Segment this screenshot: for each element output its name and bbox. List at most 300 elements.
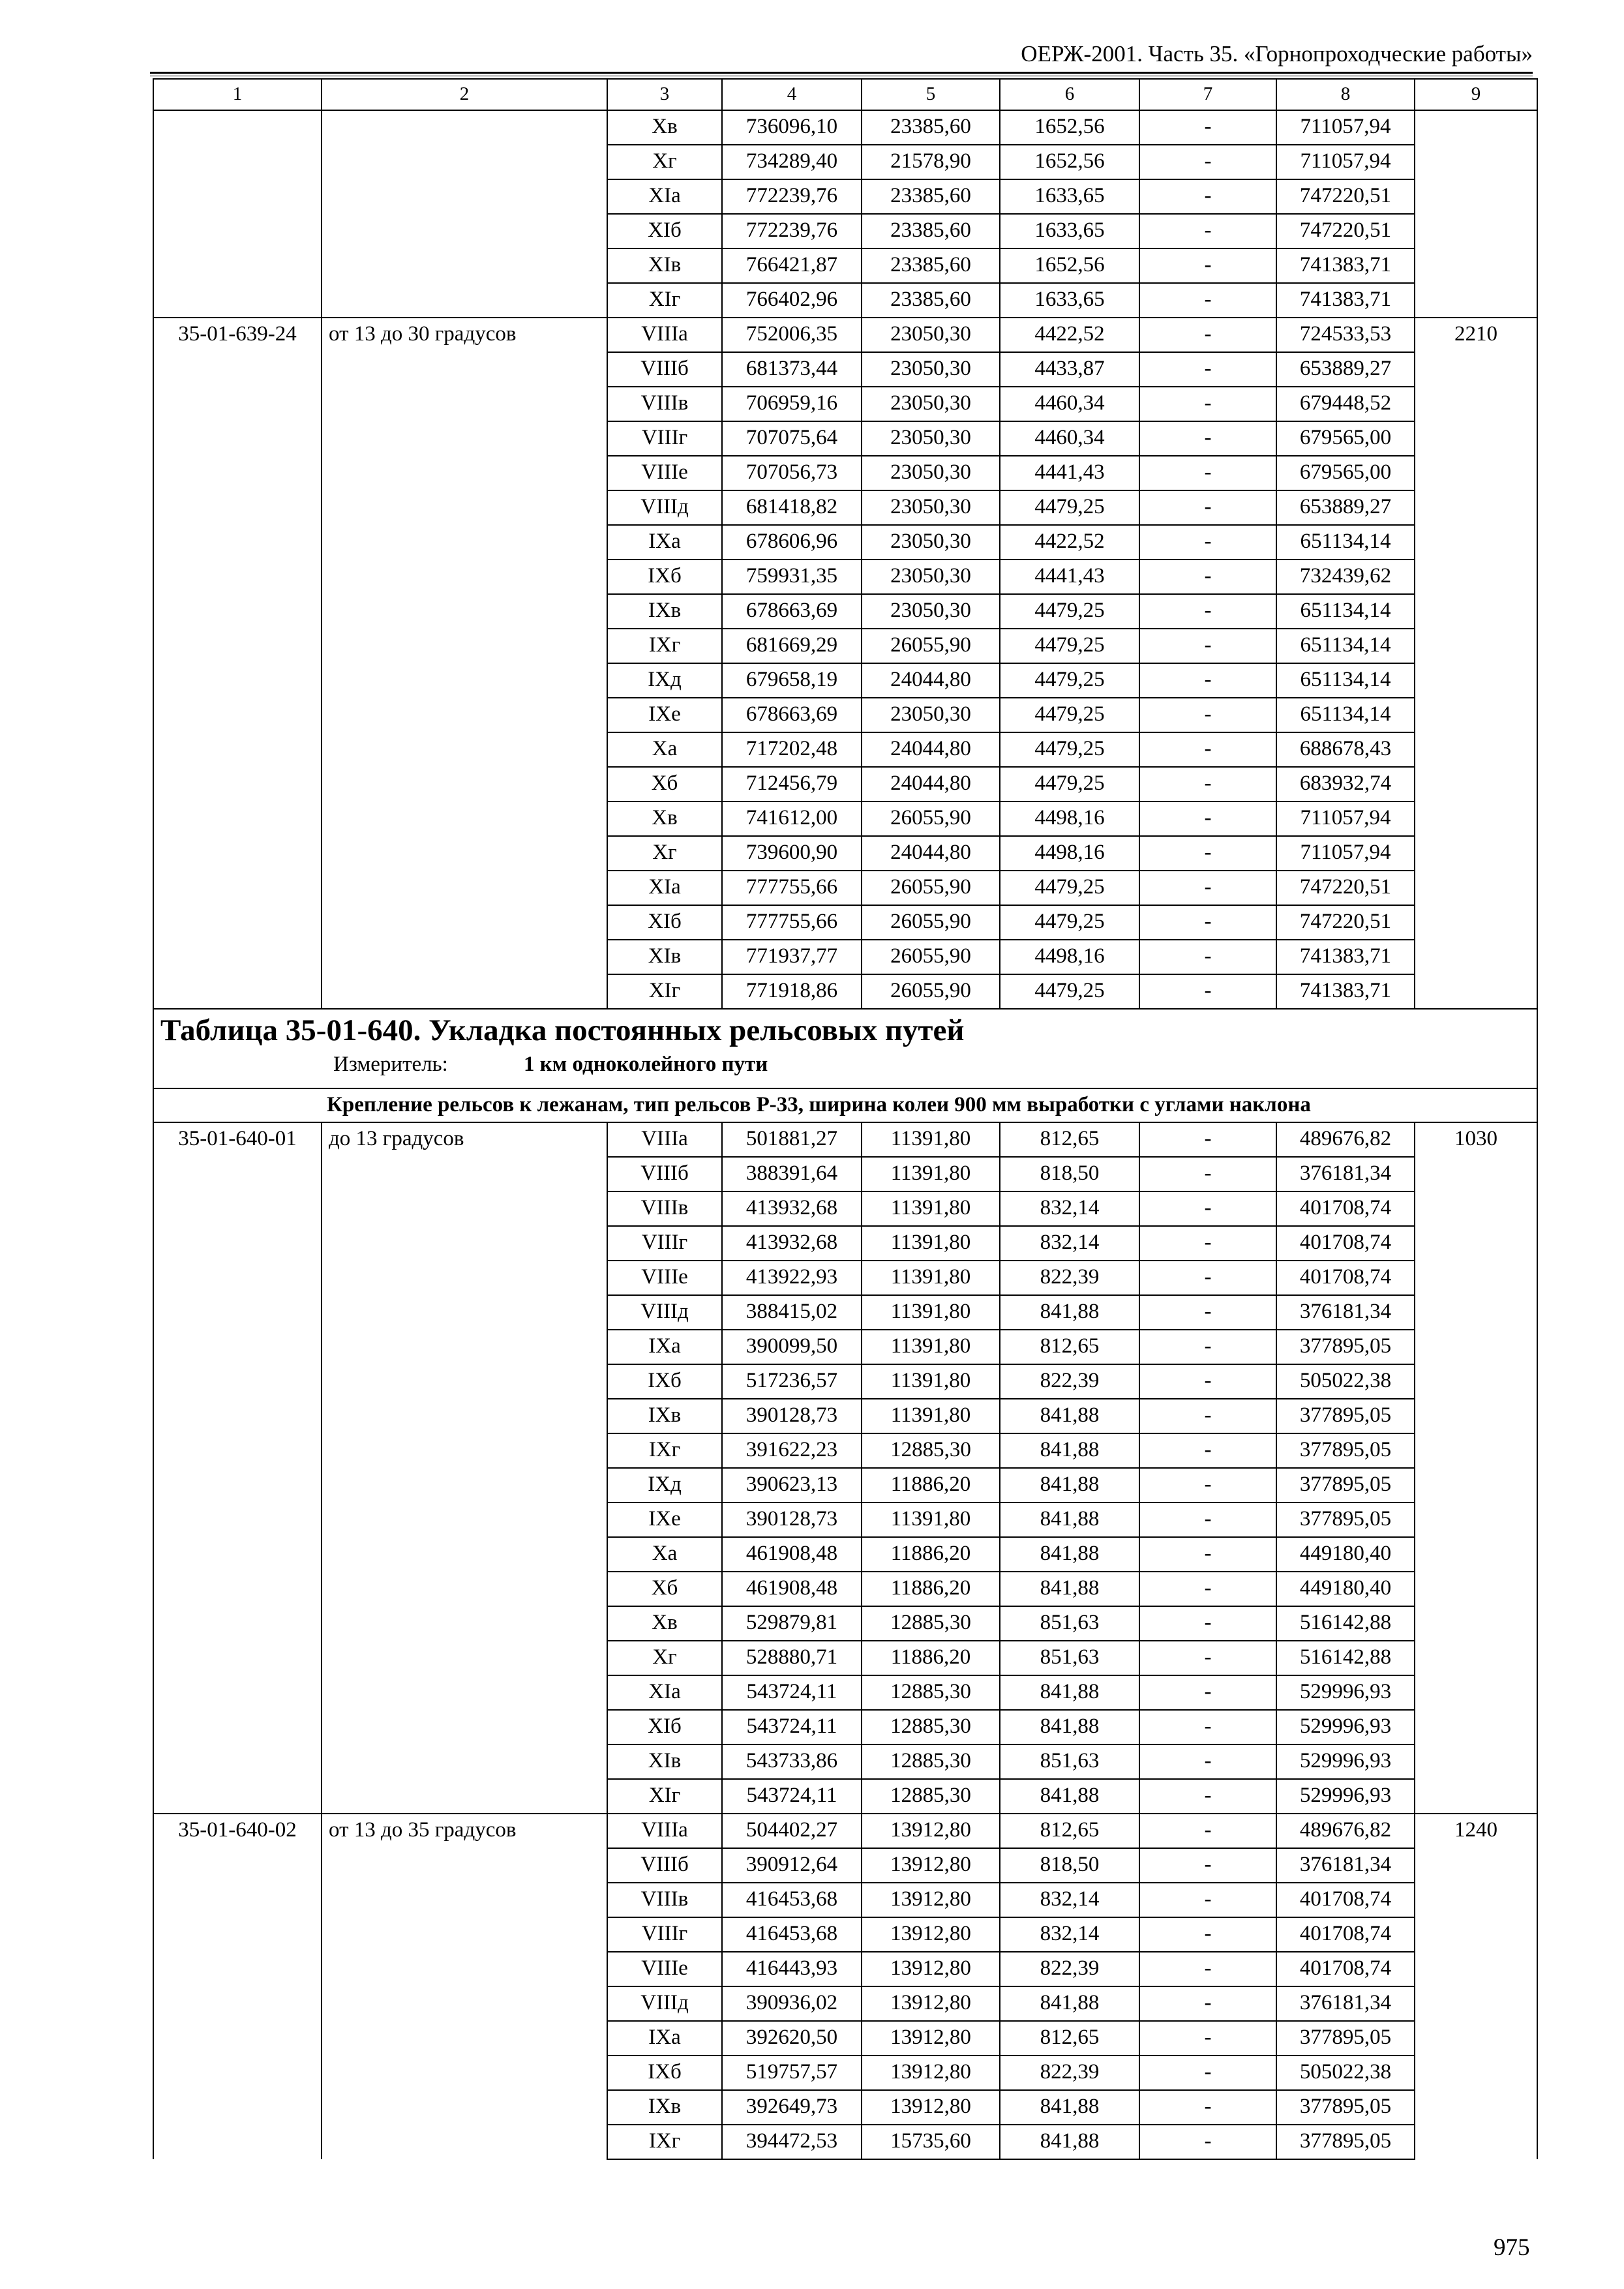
materials-cell: 651134,14 bbox=[1276, 629, 1415, 663]
operator-wages-cell: - bbox=[1139, 110, 1276, 145]
zone-cell: Xг bbox=[607, 145, 722, 179]
labor-cost-cell: 1240 bbox=[1415, 1814, 1537, 2159]
operator-wages-cell: - bbox=[1139, 214, 1276, 248]
wages-cell: 26055,90 bbox=[862, 629, 1000, 663]
wages-cell: 11391,80 bbox=[862, 1122, 1000, 1157]
total-cost-cell: 388415,02 bbox=[722, 1295, 862, 1330]
total-cost-cell: 543724,11 bbox=[722, 1710, 862, 1744]
table-row bbox=[153, 1122, 1537, 1157]
wages-cell: 23385,60 bbox=[862, 214, 1000, 248]
column-number: 1 bbox=[153, 79, 322, 110]
machines-cell: 4498,16 bbox=[1000, 940, 1139, 974]
zone-cell: VIIIе bbox=[607, 456, 722, 490]
machines-cell: 812,65 bbox=[1000, 1122, 1139, 1157]
machines-cell: 4479,25 bbox=[1000, 698, 1139, 732]
unit-label: Измеритель: bbox=[333, 1053, 448, 1076]
total-cost-cell: 678663,69 bbox=[722, 594, 862, 629]
machines-cell: 4479,25 bbox=[1000, 871, 1139, 905]
table-row bbox=[153, 318, 1537, 352]
total-cost-cell: 390936,02 bbox=[722, 1986, 862, 2021]
machines-cell: 4422,52 bbox=[1000, 525, 1139, 560]
machines-cell: 812,65 bbox=[1000, 1814, 1139, 1848]
column-number: 5 bbox=[862, 79, 1000, 110]
wages-cell: 23050,30 bbox=[862, 456, 1000, 490]
rate-code: 35-01-640-02 bbox=[153, 1814, 322, 2159]
rate-description: до 13 градусов bbox=[322, 1122, 607, 1814]
wages-cell: 11391,80 bbox=[862, 1399, 1000, 1433]
labor-cost-cell: 2210 bbox=[1415, 318, 1537, 1009]
zone-cell: XIв bbox=[607, 940, 722, 974]
machines-cell: 4460,34 bbox=[1000, 387, 1139, 421]
operator-wages-cell: - bbox=[1139, 1917, 1276, 1952]
total-cost-cell: 543724,11 bbox=[722, 1779, 862, 1814]
materials-cell: 711057,94 bbox=[1276, 110, 1415, 145]
machines-cell: 4479,25 bbox=[1000, 767, 1139, 801]
zone-cell: XIг bbox=[607, 1779, 722, 1814]
materials-cell: 401708,74 bbox=[1276, 1191, 1415, 1226]
operator-wages-cell: - bbox=[1139, 1572, 1276, 1606]
total-cost-cell: 461908,48 bbox=[722, 1572, 862, 1606]
total-cost-cell: 706959,16 bbox=[722, 387, 862, 421]
wages-cell: 11391,80 bbox=[862, 1503, 1000, 1537]
operator-wages-cell: - bbox=[1139, 2090, 1276, 2125]
zone-cell: IXб bbox=[607, 1364, 722, 1399]
operator-wages-cell: - bbox=[1139, 1330, 1276, 1364]
operator-wages-cell: - bbox=[1139, 801, 1276, 836]
wages-cell: 13912,80 bbox=[862, 1814, 1000, 1848]
operator-wages-cell: - bbox=[1139, 2125, 1276, 2159]
machines-cell: 4479,25 bbox=[1000, 490, 1139, 525]
machines-cell: 812,65 bbox=[1000, 2021, 1139, 2056]
operator-wages-cell: - bbox=[1139, 836, 1276, 871]
operator-wages-cell: - bbox=[1139, 525, 1276, 560]
machines-cell: 4479,25 bbox=[1000, 905, 1139, 940]
rate-description: от 13 до 30 градусов bbox=[322, 318, 607, 1009]
machines-cell: 841,88 bbox=[1000, 1399, 1139, 1433]
machines-cell: 1652,56 bbox=[1000, 110, 1139, 145]
materials-cell: 529996,93 bbox=[1276, 1779, 1415, 1814]
machines-cell: 841,88 bbox=[1000, 1537, 1139, 1572]
total-cost-cell: 771937,77 bbox=[722, 940, 862, 974]
total-cost-cell: 752006,35 bbox=[722, 318, 862, 352]
machines-cell: 4498,16 bbox=[1000, 801, 1139, 836]
wages-cell: 11391,80 bbox=[862, 1364, 1000, 1399]
subheading-row bbox=[153, 1088, 1537, 1122]
rate-code bbox=[153, 110, 322, 318]
zone-cell: IXа bbox=[607, 1330, 722, 1364]
machines-cell: 4479,25 bbox=[1000, 594, 1139, 629]
zone-cell: IXд bbox=[607, 663, 722, 698]
operator-wages-cell: - bbox=[1139, 490, 1276, 525]
operator-wages-cell: - bbox=[1139, 387, 1276, 421]
wages-cell: 23050,30 bbox=[862, 352, 1000, 387]
materials-cell: 747220,51 bbox=[1276, 214, 1415, 248]
zone-cell: Xв bbox=[607, 110, 722, 145]
total-cost-cell: 543733,86 bbox=[722, 1744, 862, 1779]
materials-cell: 732439,62 bbox=[1276, 560, 1415, 594]
operator-wages-cell: - bbox=[1139, 283, 1276, 318]
machines-cell: 1652,56 bbox=[1000, 145, 1139, 179]
materials-cell: 653889,27 bbox=[1276, 490, 1415, 525]
column-number: 6 bbox=[1000, 79, 1139, 110]
machines-cell: 851,63 bbox=[1000, 1744, 1139, 1779]
total-cost-cell: 413922,93 bbox=[722, 1261, 862, 1295]
total-cost-cell: 519757,57 bbox=[722, 2056, 862, 2090]
total-cost-cell: 771918,86 bbox=[722, 974, 862, 1009]
zone-cell: IXб bbox=[607, 560, 722, 594]
zone-cell: VIIIд bbox=[607, 1986, 722, 2021]
zone-cell: Xг bbox=[607, 1641, 722, 1675]
total-cost-cell: 681373,44 bbox=[722, 352, 862, 387]
operator-wages-cell: - bbox=[1139, 1261, 1276, 1295]
machines-cell: 4479,25 bbox=[1000, 974, 1139, 1009]
unit-line bbox=[160, 1051, 1530, 1077]
wages-cell: 24044,80 bbox=[862, 767, 1000, 801]
section-row bbox=[153, 1009, 1537, 1088]
zone-cell: VIIIв bbox=[607, 387, 722, 421]
zone-cell: XIв bbox=[607, 1744, 722, 1779]
operator-wages-cell: - bbox=[1139, 1503, 1276, 1537]
machines-cell: 4460,34 bbox=[1000, 421, 1139, 456]
wages-cell: 12885,30 bbox=[862, 1675, 1000, 1710]
operator-wages-cell: - bbox=[1139, 974, 1276, 1009]
machines-cell: 1633,65 bbox=[1000, 179, 1139, 214]
materials-cell: 529996,93 bbox=[1276, 1675, 1415, 1710]
materials-cell: 376181,34 bbox=[1276, 1157, 1415, 1191]
page-number: 975 bbox=[1494, 2234, 1530, 2261]
total-cost-cell: 772239,76 bbox=[722, 179, 862, 214]
table-row bbox=[153, 1814, 1537, 1848]
wages-cell: 11886,20 bbox=[862, 1641, 1000, 1675]
operator-wages-cell: - bbox=[1139, 179, 1276, 214]
total-cost-cell: 504402,27 bbox=[722, 1814, 862, 1848]
materials-cell: 741383,71 bbox=[1276, 974, 1415, 1009]
total-cost-cell: 679658,19 bbox=[722, 663, 862, 698]
materials-cell: 529996,93 bbox=[1276, 1744, 1415, 1779]
zone-cell: VIIIв bbox=[607, 1883, 722, 1917]
wages-cell: 11886,20 bbox=[862, 1572, 1000, 1606]
machines-cell: 4479,25 bbox=[1000, 629, 1139, 663]
total-cost-cell: 390128,73 bbox=[722, 1503, 862, 1537]
materials-cell: 747220,51 bbox=[1276, 179, 1415, 214]
zone-cell: IXе bbox=[607, 698, 722, 732]
materials-cell: 651134,14 bbox=[1276, 525, 1415, 560]
materials-cell: 747220,51 bbox=[1276, 871, 1415, 905]
operator-wages-cell: - bbox=[1139, 352, 1276, 387]
zone-cell: Xа bbox=[607, 1537, 722, 1572]
zone-cell: XIг bbox=[607, 283, 722, 318]
materials-cell: 377895,05 bbox=[1276, 1330, 1415, 1364]
total-cost-cell: 678606,96 bbox=[722, 525, 862, 560]
operator-wages-cell: - bbox=[1139, 594, 1276, 629]
materials-cell: 377895,05 bbox=[1276, 1399, 1415, 1433]
zone-cell: VIIIа bbox=[607, 1814, 722, 1848]
operator-wages-cell: - bbox=[1139, 318, 1276, 352]
wages-cell: 11391,80 bbox=[862, 1330, 1000, 1364]
rate-code: 35-01-640-01 bbox=[153, 1122, 322, 1814]
column-number-row bbox=[153, 79, 1537, 110]
machines-cell: 841,88 bbox=[1000, 1572, 1139, 1606]
operator-wages-cell: - bbox=[1139, 1606, 1276, 1641]
machines-cell: 1652,56 bbox=[1000, 248, 1139, 283]
total-cost-cell: 712456,79 bbox=[722, 767, 862, 801]
operator-wages-cell: - bbox=[1139, 1675, 1276, 1710]
wages-cell: 23050,30 bbox=[862, 421, 1000, 456]
machines-cell: 1633,65 bbox=[1000, 283, 1139, 318]
zone-cell: XIв bbox=[607, 248, 722, 283]
zone-cell: IXг bbox=[607, 1433, 722, 1468]
total-cost-cell: 394472,53 bbox=[722, 2125, 862, 2159]
section-subheading: Крепление рельсов к лежанам, тип рельсов Р-33, ширина колеи 900 мм выработки с углами наклона bbox=[153, 1088, 1537, 1122]
wages-cell: 12885,30 bbox=[862, 1779, 1000, 1814]
total-cost-cell: 543724,11 bbox=[722, 1675, 862, 1710]
materials-cell: 376181,34 bbox=[1276, 1848, 1415, 1883]
total-cost-cell: 416453,68 bbox=[722, 1883, 862, 1917]
materials-cell: 741383,71 bbox=[1276, 283, 1415, 318]
wages-cell: 11391,80 bbox=[862, 1295, 1000, 1330]
machines-cell: 841,88 bbox=[1000, 2125, 1139, 2159]
wages-cell: 23385,60 bbox=[862, 110, 1000, 145]
zone-cell: VIIIб bbox=[607, 352, 722, 387]
operator-wages-cell: - bbox=[1139, 421, 1276, 456]
zone-cell: Xв bbox=[607, 1606, 722, 1641]
wages-cell: 24044,80 bbox=[862, 836, 1000, 871]
operator-wages-cell: - bbox=[1139, 1641, 1276, 1675]
total-cost-cell: 772239,76 bbox=[722, 214, 862, 248]
total-cost-cell: 717202,48 bbox=[722, 732, 862, 767]
materials-cell: 377895,05 bbox=[1276, 2125, 1415, 2159]
materials-cell: 711057,94 bbox=[1276, 836, 1415, 871]
zone-cell: IXв bbox=[607, 594, 722, 629]
zone-cell: VIIIд bbox=[607, 490, 722, 525]
materials-cell: 489676,82 bbox=[1276, 1122, 1415, 1157]
wages-cell: 13912,80 bbox=[862, 1986, 1000, 2021]
zone-cell: Xа bbox=[607, 732, 722, 767]
total-cost-cell: 759931,35 bbox=[722, 560, 862, 594]
total-cost-cell: 390623,13 bbox=[722, 1468, 862, 1503]
wages-cell: 23050,30 bbox=[862, 698, 1000, 732]
wages-cell: 13912,80 bbox=[862, 1848, 1000, 1883]
total-cost-cell: 681669,29 bbox=[722, 629, 862, 663]
total-cost-cell: 734289,40 bbox=[722, 145, 862, 179]
wages-cell: 11391,80 bbox=[862, 1157, 1000, 1191]
materials-cell: 401708,74 bbox=[1276, 1883, 1415, 1917]
wages-cell: 23050,30 bbox=[862, 490, 1000, 525]
materials-cell: 653889,27 bbox=[1276, 352, 1415, 387]
operator-wages-cell: - bbox=[1139, 732, 1276, 767]
total-cost-cell: 390912,64 bbox=[722, 1848, 862, 1883]
materials-cell: 376181,34 bbox=[1276, 1295, 1415, 1330]
materials-cell: 679565,00 bbox=[1276, 456, 1415, 490]
wages-cell: 26055,90 bbox=[862, 905, 1000, 940]
operator-wages-cell: - bbox=[1139, 1433, 1276, 1468]
materials-cell: 679448,52 bbox=[1276, 387, 1415, 421]
total-cost-cell: 529879,81 bbox=[722, 1606, 862, 1641]
zone-cell: IXе bbox=[607, 1503, 722, 1537]
column-number: 2 bbox=[322, 79, 607, 110]
wages-cell: 23050,30 bbox=[862, 560, 1000, 594]
wages-cell: 23050,30 bbox=[862, 594, 1000, 629]
total-cost-cell: 461908,48 bbox=[722, 1537, 862, 1572]
total-cost-cell: 392649,73 bbox=[722, 2090, 862, 2125]
wages-cell: 23050,30 bbox=[862, 387, 1000, 421]
operator-wages-cell: - bbox=[1139, 1744, 1276, 1779]
zone-cell: IXб bbox=[607, 2056, 722, 2090]
zone-cell: XIа bbox=[607, 1675, 722, 1710]
machines-cell: 818,50 bbox=[1000, 1157, 1139, 1191]
total-cost-cell: 707056,73 bbox=[722, 456, 862, 490]
machines-cell: 4498,16 bbox=[1000, 836, 1139, 871]
total-cost-cell: 501881,27 bbox=[722, 1122, 862, 1157]
materials-cell: 747220,51 bbox=[1276, 905, 1415, 940]
operator-wages-cell: - bbox=[1139, 1779, 1276, 1814]
zone-cell: VIIIб bbox=[607, 1848, 722, 1883]
header-rule bbox=[150, 72, 1533, 74]
operator-wages-cell: - bbox=[1139, 1226, 1276, 1261]
wages-cell: 23050,30 bbox=[862, 318, 1000, 352]
wages-cell: 13912,80 bbox=[862, 2021, 1000, 2056]
total-cost-cell: 416453,68 bbox=[722, 1917, 862, 1952]
column-number: 3 bbox=[607, 79, 722, 110]
zone-cell: Xб bbox=[607, 1572, 722, 1606]
price-table bbox=[153, 78, 1538, 2160]
machines-cell: 841,88 bbox=[1000, 2090, 1139, 2125]
labor-cost-cell: 1030 bbox=[1415, 1122, 1537, 1814]
materials-cell: 377895,05 bbox=[1276, 2090, 1415, 2125]
zone-cell: VIIIе bbox=[607, 1261, 722, 1295]
total-cost-cell: 739600,90 bbox=[722, 836, 862, 871]
machines-cell: 818,50 bbox=[1000, 1848, 1139, 1883]
machines-cell: 832,14 bbox=[1000, 1226, 1139, 1261]
machines-cell: 832,14 bbox=[1000, 1917, 1139, 1952]
operator-wages-cell: - bbox=[1139, 1295, 1276, 1330]
machines-cell: 4441,43 bbox=[1000, 456, 1139, 490]
wages-cell: 26055,90 bbox=[862, 974, 1000, 1009]
total-cost-cell: 741612,00 bbox=[722, 801, 862, 836]
machines-cell: 1633,65 bbox=[1000, 214, 1139, 248]
materials-cell: 377895,05 bbox=[1276, 1503, 1415, 1537]
total-cost-cell: 416443,93 bbox=[722, 1952, 862, 1986]
wages-cell: 24044,80 bbox=[862, 732, 1000, 767]
materials-cell: 741383,71 bbox=[1276, 248, 1415, 283]
wages-cell: 26055,90 bbox=[862, 801, 1000, 836]
machines-cell: 841,88 bbox=[1000, 1675, 1139, 1710]
operator-wages-cell: - bbox=[1139, 629, 1276, 663]
rate-code: 35-01-639-24 bbox=[153, 318, 322, 1009]
materials-cell: 505022,38 bbox=[1276, 1364, 1415, 1399]
wages-cell: 11391,80 bbox=[862, 1261, 1000, 1295]
wages-cell: 11391,80 bbox=[862, 1191, 1000, 1226]
materials-cell: 679565,00 bbox=[1276, 421, 1415, 456]
materials-cell: 377895,05 bbox=[1276, 2021, 1415, 2056]
operator-wages-cell: - bbox=[1139, 871, 1276, 905]
wages-cell: 13912,80 bbox=[862, 2056, 1000, 2090]
zone-cell: VIIIд bbox=[607, 1295, 722, 1330]
wages-cell: 12885,30 bbox=[862, 1433, 1000, 1468]
zone-cell: IXв bbox=[607, 2090, 722, 2125]
total-cost-cell: 678663,69 bbox=[722, 698, 862, 732]
zone-cell: XIа bbox=[607, 871, 722, 905]
machines-cell: 4441,43 bbox=[1000, 560, 1139, 594]
operator-wages-cell: - bbox=[1139, 767, 1276, 801]
column-number: 7 bbox=[1139, 79, 1276, 110]
machines-cell: 4479,25 bbox=[1000, 663, 1139, 698]
materials-cell: 449180,40 bbox=[1276, 1572, 1415, 1606]
machines-cell: 832,14 bbox=[1000, 1191, 1139, 1226]
materials-cell: 724533,53 bbox=[1276, 318, 1415, 352]
zone-cell: Xг bbox=[607, 836, 722, 871]
wages-cell: 21578,90 bbox=[862, 145, 1000, 179]
materials-cell: 376181,34 bbox=[1276, 1986, 1415, 2021]
operator-wages-cell: - bbox=[1139, 1157, 1276, 1191]
zone-cell: Xб bbox=[607, 767, 722, 801]
zone-cell: VIIIг bbox=[607, 421, 722, 456]
machines-cell: 822,39 bbox=[1000, 1364, 1139, 1399]
machines-cell: 822,39 bbox=[1000, 1952, 1139, 1986]
zone-cell: IXа bbox=[607, 525, 722, 560]
machines-cell: 841,88 bbox=[1000, 1710, 1139, 1744]
operator-wages-cell: - bbox=[1139, 1952, 1276, 1986]
wages-cell: 15735,60 bbox=[862, 2125, 1000, 2159]
total-cost-cell: 736096,10 bbox=[722, 110, 862, 145]
operator-wages-cell: - bbox=[1139, 663, 1276, 698]
total-cost-cell: 413932,68 bbox=[722, 1226, 862, 1261]
materials-cell: 516142,88 bbox=[1276, 1606, 1415, 1641]
materials-cell: 401708,74 bbox=[1276, 1917, 1415, 1952]
machines-cell: 822,39 bbox=[1000, 1261, 1139, 1295]
materials-cell: 401708,74 bbox=[1276, 1261, 1415, 1295]
zone-cell: IXв bbox=[607, 1399, 722, 1433]
wages-cell: 12885,30 bbox=[862, 1744, 1000, 1779]
total-cost-cell: 392620,50 bbox=[722, 2021, 862, 2056]
machines-cell: 822,39 bbox=[1000, 2056, 1139, 2090]
materials-cell: 688678,43 bbox=[1276, 732, 1415, 767]
operator-wages-cell: - bbox=[1139, 2056, 1276, 2090]
operator-wages-cell: - bbox=[1139, 1537, 1276, 1572]
zone-cell: IXг bbox=[607, 2125, 722, 2159]
zone-cell: VIIIг bbox=[607, 1917, 722, 1952]
materials-cell: 529996,93 bbox=[1276, 1710, 1415, 1744]
zone-cell: XIб bbox=[607, 214, 722, 248]
table-row bbox=[153, 110, 1537, 145]
wages-cell: 23050,30 bbox=[862, 525, 1000, 560]
machines-cell: 4422,52 bbox=[1000, 318, 1139, 352]
total-cost-cell: 517236,57 bbox=[722, 1364, 862, 1399]
total-cost-cell: 390099,50 bbox=[722, 1330, 862, 1364]
machines-cell: 4433,87 bbox=[1000, 352, 1139, 387]
total-cost-cell: 707075,64 bbox=[722, 421, 862, 456]
wages-cell: 11886,20 bbox=[862, 1468, 1000, 1503]
wages-cell: 24044,80 bbox=[862, 663, 1000, 698]
zone-cell: IXд bbox=[607, 1468, 722, 1503]
materials-cell: 401708,74 bbox=[1276, 1226, 1415, 1261]
operator-wages-cell: - bbox=[1139, 1468, 1276, 1503]
page-header: ОЕРЖ-2001. Часть 35. «Горнопроходческие работы» bbox=[1021, 41, 1533, 67]
total-cost-cell: 388391,64 bbox=[722, 1157, 862, 1191]
zone-cell: XIб bbox=[607, 905, 722, 940]
materials-cell: 711057,94 bbox=[1276, 801, 1415, 836]
rate-description bbox=[322, 110, 607, 318]
machines-cell: 841,88 bbox=[1000, 1295, 1139, 1330]
machines-cell: 4479,25 bbox=[1000, 732, 1139, 767]
zone-cell: VIIIв bbox=[607, 1191, 722, 1226]
table-body bbox=[153, 79, 1537, 2159]
wages-cell: 12885,30 bbox=[862, 1710, 1000, 1744]
operator-wages-cell: - bbox=[1139, 1364, 1276, 1399]
machines-cell: 812,65 bbox=[1000, 1330, 1139, 1364]
machines-cell: 841,88 bbox=[1000, 1433, 1139, 1468]
operator-wages-cell: - bbox=[1139, 698, 1276, 732]
